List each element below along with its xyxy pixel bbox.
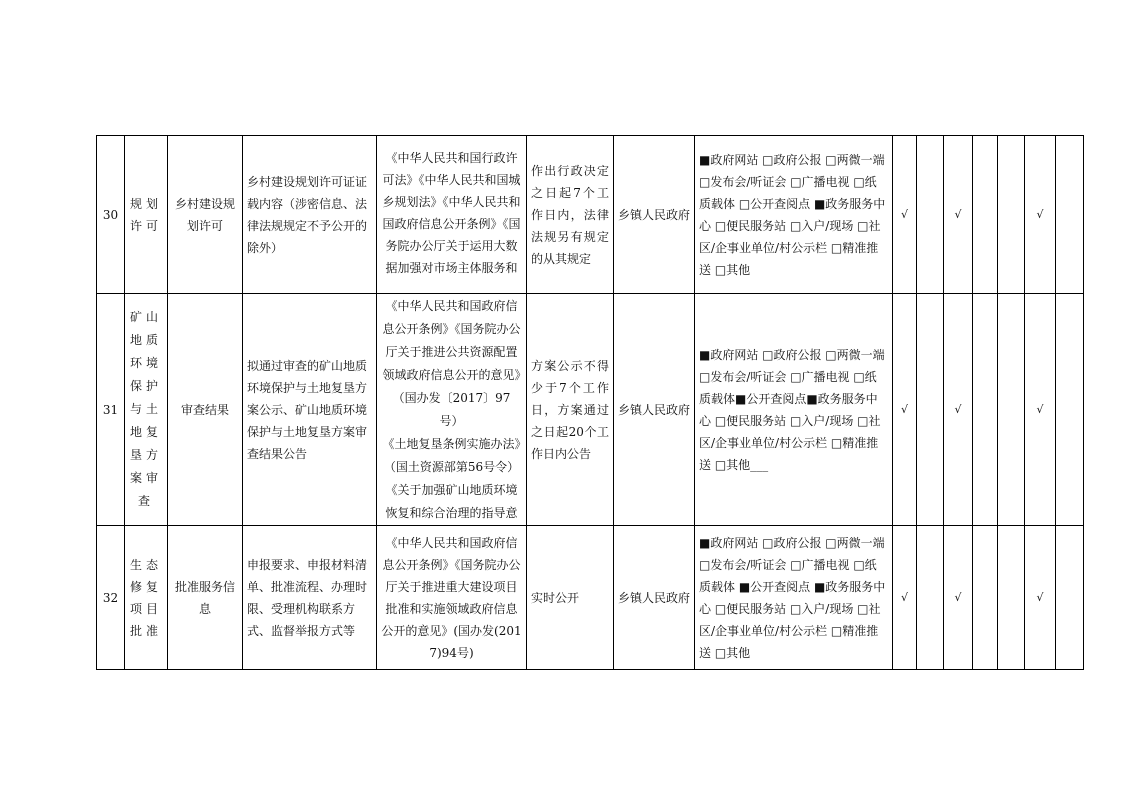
row-subject: 乡镇人民政府 xyxy=(614,526,695,670)
row-number: 31 xyxy=(97,294,125,526)
check-cell xyxy=(1056,136,1084,294)
check-cell xyxy=(917,294,944,526)
basis-text: 《中华人民共和国政府信息公开条例》《国务院办公厅关于推进公共资源配置领域政府信息公开的意见》（国办发〔2017〕97号） 《土地复垦条例实施办法》（国土资源部第56号令）《关于加强矿山地质环境恢复和综合治理的指导意 xyxy=(382,298,521,520)
check-cell xyxy=(1056,526,1084,670)
check-cell: √ xyxy=(893,136,917,294)
check-cell: √ xyxy=(944,526,973,670)
row-basis xyxy=(377,294,527,526)
row-basis: 《中华人民共和国政府信息公开条例》《国务院办公厅关于推进重大建设项目批准和实施领域政府信息公开的意见》(国办发(2017)94号) xyxy=(377,526,527,670)
check-cell: √ xyxy=(1025,526,1056,670)
row-time: 实时公开 xyxy=(527,526,614,670)
disclosure-table xyxy=(96,135,1084,670)
check-cell xyxy=(973,136,998,294)
row-content: 申报要求、申报材料清单、批准流程、办理时限、受理机构联系方式、监督举报方式等 xyxy=(243,526,377,670)
row-number: 30 xyxy=(97,136,125,294)
check-cell: √ xyxy=(1025,136,1056,294)
check-cell xyxy=(917,526,944,670)
row-channels: ■政府网站 □政府公报 □两微一端 □发布会/听证会 □广播电视 □纸质载体 ■公开查阅点 ■政务服务中心 □便民服务站 □入户/现场 □社区/企事业单位/村公示栏 □精准推送 □其他 xyxy=(695,526,893,670)
row-channels: ■政府网站 □政府公报 □两微一端 □发布会/听证会 □广播电视 □纸质载体■公开查阅点■政务服务中心 □便民服务站 □入户/现场 □社区/企事业单位/村公示栏 □精准推送 □其他___ xyxy=(695,294,893,526)
row-basis xyxy=(377,136,527,294)
check-cell xyxy=(1056,294,1084,526)
table-row xyxy=(97,294,1084,526)
row-content: 乡村建设规划许可证证载内容（涉密信息、法律法规规定不予公开的除外） xyxy=(243,136,377,294)
check-cell: √ xyxy=(893,294,917,526)
row-item: 审查结果 xyxy=(168,294,243,526)
check-cell: √ xyxy=(944,136,973,294)
table-row xyxy=(97,526,1084,670)
row-time: 作出行政决定之日起7个工作日内，法律法规另有规定的从其规定 xyxy=(527,136,614,294)
row-time: 方案公示不得少于7个工作日，方案通过之日起20个工作日内公告 xyxy=(527,294,614,526)
row-channels: ■政府网站 □政府公报 □两微一端 □发布会/听证会 □广播电视 □纸质载体 □公开查阅点 ■政务服务中心 □便民服务站 □入户/现场 □社区/企事业单位/村公示栏 □精准推送 □其他 xyxy=(695,136,893,294)
check-cell: √ xyxy=(893,526,917,670)
row-subject: 乡镇人民政府 xyxy=(614,136,695,294)
check-cell xyxy=(917,136,944,294)
row-subject: 乡镇人民政府 xyxy=(614,294,695,526)
check-cell xyxy=(998,136,1025,294)
check-cell xyxy=(998,526,1025,670)
row-item: 乡村建设规划许可 xyxy=(168,136,243,294)
check-cell xyxy=(973,526,998,670)
row-content: 拟通过审查的矿山地质环境保护与土地复垦方案公示、矿山地质环境保护与土地复垦方案审查结果公告 xyxy=(243,294,377,526)
row-category: 矿山 地质 环境 保护 与土 地复 垦方 案审 查 xyxy=(125,294,168,526)
row-category: 生态 修复 项目 批准 xyxy=(125,526,168,670)
basis-text: 《中华人民共和国行政许可法》《中华人民共和国城乡规划法》《中华人民共和国政府信息公开条例》《国务院办公厅关于运用大数据加强对市场主体服务和 xyxy=(382,150,521,275)
check-cell: √ xyxy=(944,294,973,526)
table-row xyxy=(97,136,1084,294)
row-item: 批准服务信息 xyxy=(168,526,243,670)
row-number: 32 xyxy=(97,526,125,670)
row-category: 规划 许可 xyxy=(125,136,168,294)
check-cell xyxy=(973,294,998,526)
check-cell xyxy=(998,294,1025,526)
check-cell: √ xyxy=(1025,294,1056,526)
